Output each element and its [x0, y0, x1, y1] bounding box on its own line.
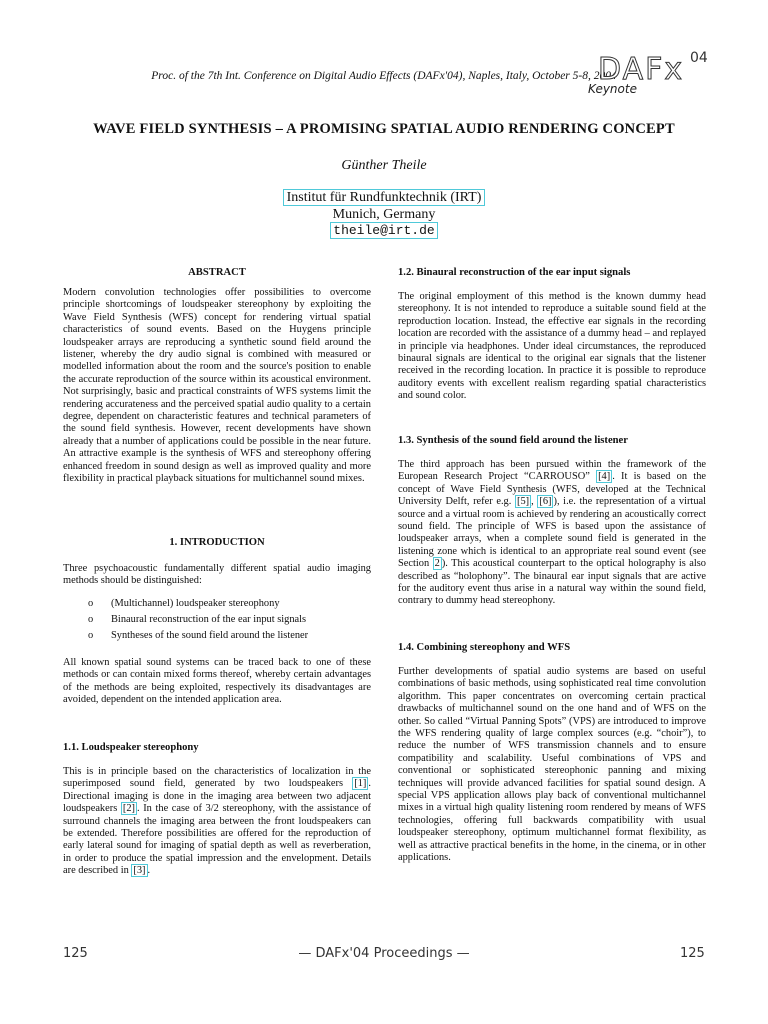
bullet-icon: o: [88, 614, 94, 625]
section-1-2-heading: 1.2. Binaural reconstruction of the ear input signals: [398, 267, 631, 278]
affiliation-city: Munich, Germany: [332, 207, 436, 222]
author-name: Günther Theile: [341, 158, 427, 173]
list-item: o Binaural reconstruction of the ear input signals: [88, 614, 307, 625]
author-email: [0, 223, 768, 238]
affiliation-link[interactable]: Institut für Rundfunktechnik (IRT): [283, 189, 486, 206]
affiliation: [0, 190, 768, 206]
abstract-text: Modern convolution technologies offer possibilities to overcome principle shortcomings of loudspeaker stereophony by exploiting the Wave Field Synthesis (WFS) concept for rendering virtual spatial characteristics of sound events. Based on the Huygens principle loudspeaker arrays are reproducing a synthetic sound field around the listener, whereby the dry audio signal is combined with measured or modelled information about the room and the source's position to enable the accurate reproduction of the source within its acoustical environment. Not surprisingly, basic and practical constraints of WFS systems limit the rendering accurateness and the perceived spatial audio quality to a certain degree, dependent on characteristic features and technical parameters of the sound field synthesis. However, recent developments have shown already that a number of applications could be possible in the near future. An attractive example is the synthesis of WFS and stereophony offering enhanced freedom in sound design as well as improved quality and more flexibility in practical playback situations for multichannel sound mixes.: [63, 287, 371, 485]
intro-heading: 1. INTRODUCTION: [169, 537, 265, 548]
section-1-4-text: Further developments of spatial audio systems are based on useful combinations of basic methods, using sophisticated real time convolution algorithm. This paper concentrates on overcoming certain practical drawbacks of multichannel sound on the one hand and of WFS on the other. So called “Virtual Panning Spots” (VPS) are introduced to improve the WFS rendering quality of large complex sources (e.g. “choir”), to reduce the number of WFS transmission channels and to ensure compatibility and scalability. Useful combinations of VPS and conventional or sophisticated stereophonic panning and mixing techniques will provide advanced facilities for spatial sound design. A special VPS application allows play back of conventional multichannel mixes in a virtual high quality listening room rendered by means of WFS technologies, offering full backwards compatibility with usual loudspeaker stereophony, optimum multichannel format flexibility, as well as attractive practical benefits in the home, in the cinema, or in other applications.: [398, 666, 706, 864]
list-item: o Syntheses of the sound field around the listener: [88, 630, 309, 641]
bullet-icon: o: [88, 630, 94, 641]
citation-link[interactable]: [5]: [516, 496, 530, 508]
section-1-2-text: The original employment of this method is the known dummy head stereophony. It is not intended to reproduce a suitable sound field at the reproduction location. Instead, the effective ear signals in the recording location are recorded with the assistance of a dummy head – and replayed in principle via headphones. Under ideal circumstances, the reproduced binaural signals are identical to the original ear signals that the listener received in the recording location. In practice it is possible to reproduce auditory events with excellent realism regarding spatial characteristics and sound color.: [398, 291, 706, 402]
section-1-3-text: The third approach has been pursued within the framework of the European Research Project “CARROUSO” [4] . It is based on the concept of Wave Field Synthesis (WFS, developed at the Technical University Delft, refer e.g. [5] , [6] ), i.e. the representation of a virtual source and a virtual room is achieved by rendering an acoustically correct sound field. The principle of WFS is based upon the assistance of loudspeaker arrays, when a complete sound field is generated in the listening zone which is identical to an appropriate real sound event (see Section 2 ). This acoustical counterpart to the optical holography is also described as “holophony”. The binaural ear input signals that are active for the auditory event thus arise in a natural way within the sound field, contrary to dummy head stereophony.: [398, 459, 707, 607]
section-1-1-heading: 1.1. Loudspeaker stereophony: [63, 742, 199, 753]
proceedings-header: Proc. of the 7th Int. Conference on Digital Audio Effects (DAFx'04), Naples, Italy, October 5-8, 2004: [151, 70, 617, 82]
section-1-4-heading: 1.4. Combining stereophony and WFS: [398, 642, 571, 653]
section-1-1-text: This is in principle based on the characteristics of localization in the superimposed sound field, generated by two loudspeakers [1] . Directional imaging is done in the imaging area between two adjacent loudspeakers [2] . In the case of 3/2 stereophony, with the assistance of surround channels the imaging area between the front loudspeakers can be extended. Therefore possibilities are offered for the reproduction of early lateral sound for imaging of spatial depth as well as reverberation, in order to produce the spatial impression and the envelopment. Details are described in [3] .: [63, 766, 371, 877]
citation-link[interactable]: [1]: [354, 778, 367, 790]
page-number-left: 125: [63, 946, 88, 961]
citation-link[interactable]: [4]: [598, 471, 611, 483]
abstract-heading: ABSTRACT: [188, 267, 246, 278]
intro-paragraph-1: Three psychoacoustic fundamentally different spatial audio imaging methods should be distinguished:: [63, 563, 371, 587]
citation-link[interactable]: [6]: [539, 496, 552, 508]
dafx-logo: [588, 50, 718, 102]
citation-link[interactable]: [3]: [133, 865, 146, 877]
list-item: o (Multichannel) loudspeaker stereophony: [88, 598, 280, 609]
email-link[interactable]: theile@irt.de: [330, 222, 437, 239]
intro-paragraph-2: All known spatial sound systems can be traced back to one of these methods or can contain mixed forms thereof, whereby certain advantages of the methods are being exploited, respectively its disadvantages are avoided, dependent on the intended application area.: [63, 657, 371, 706]
section-1-3-heading: 1.3. Synthesis of the sound field around the listener: [398, 435, 628, 446]
logo-year: 04: [690, 50, 708, 66]
page-number-right: 125: [680, 946, 705, 961]
citation-link[interactable]: [2]: [122, 803, 135, 815]
section-link[interactable]: 2: [434, 558, 440, 570]
bullet-icon: o: [88, 598, 94, 609]
logo-text: DAFx: [598, 52, 685, 87]
logo-keynote: Keynote: [588, 82, 637, 96]
paper-title: WAVE FIELD SYNTHESIS – A PROMISING SPATIAL AUDIO RENDERING CONCEPT: [93, 121, 675, 137]
imaging-methods-list: [63, 598, 371, 646]
footer-proceedings: — DAFx'04 Proceedings —: [298, 946, 470, 961]
